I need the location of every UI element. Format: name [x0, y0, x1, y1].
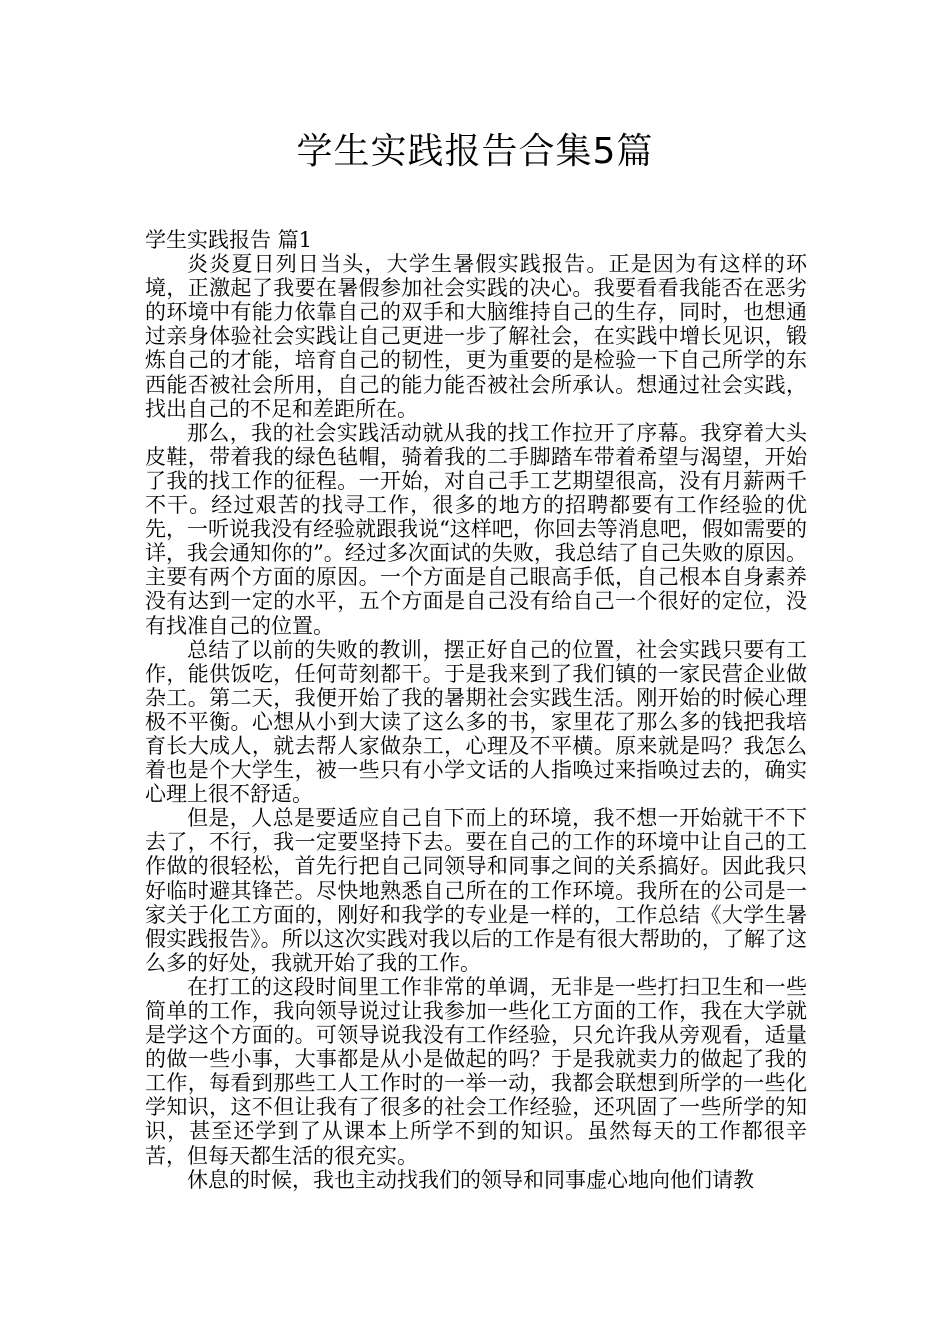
- document-title: 学生实践报告合集5篇: [296, 131, 654, 172]
- paragraph: 那么，我的社会实践活动就从我的找工作拉开了序幕。我穿着大头皮鞋，带着我的绿色毡帽，骑着我的二手脚踏车带着希望与渴望，开始了我的找工作的征程。一开始，对自己手工艺期望很高，没有月薪两千不干。经过艰苦的找寻工作，很多的地方的招聘都要有工作经验的优先，一听说我没有经验就跟我说“这样吧，你回去等消息吧，假如需要的详，我会通知你的”。经过多次面试的失败，我总结了自己失败的原因。主要有两个方面的原因。一个方面是自己眼高手低，自己根本自身素养没有达到一定的水平，五个方面是自己没有给自己一个很好的定位，没有找准自己的位置。: [145, 420, 807, 638]
- paragraph: 炎炎夏日列日当头，大学生暑假实践报告。正是因为有这样的环境，正激起了我要在暑假参加社会实践的决心。我要看看我能否在恶劣的环境中有能力依靠自己的双手和大脑维持自己的生存，同时，也想通过亲身体验社会实践让自己更进一步了解社会，在实践中增长见识，锻炼自己的才能，培育自己的韧性，更为重要的是检验一下自己所学的东西能否被社会所用，自己的能力能否被社会所承认。想通过社会实践，找出自己的不足和差距所在。: [145, 252, 807, 421]
- section-heading: 学生实践报告 篇1: [145, 228, 313, 252]
- document-body: [145, 228, 807, 1192]
- paragraph: 在打工的这段时间里工作非常的单调，无非是一些打扫卫生和一些简单的工作，我向领导说过让我参加一些化工方面的工作，我在大学就是学这个方面的。可领导说我没有工作经验，只允许我从旁观看，适量的做一些小事，大事都是从小是做起的吗？于是我就卖力的做起了我的工作，每看到那些工人工作时的一举一动，我都会联想到所学的一些化学知识，这不但让我有了很多的社会工作经验，还巩固了一些所学的知识，甚至还学到了从课本上所学不到的知识。虽然每天的工作都很辛苦，但每天都生活的很充实。: [145, 974, 807, 1168]
- paragraph: 休息的时候，我也主动找我们的领导和同事虚心地向他们请教: [187, 1167, 754, 1192]
- paragraph: 总结了以前的失败的教训，摆正好自己的位置，社会实践只要有工作，能供饭吃，任何苛刻都干。于是我来到了我们镇的一家民营企业做杂工。第二天，我便开始了我的暑期社会实践生活。刚开始的时候心理极不平衡。心想从小到大读了这么多的书，家里花了那么多的钱把我培育长大成人，就去帮人家做杂工，心理及不平横。原来就是吗？我怎么着也是个大学生，被一些只有小学文话的人指唤过来指唤过去的，确实心理上很不舒适。: [145, 637, 807, 807]
- paragraph: 但是，人总是要适应自己自下而上的环境，我不想一开始就干不下去了，不行，我一定要坚持下去。要在自己的工作的环境中让自己的工作做的很轻松，首先行把自己同领导和同事之间的关系搞好。因此我只好临时避其锋芒。尽快地熟悉自己所在的工作环境。我所在的公司是一家关于化工方面的，刚好和我学的专业是一样的，工作总结《大学生暑假实践报告》。所以这次实践对我以后的工作是有很大帮助的，了解了这么多的好处，我就开始了我的工作。: [145, 806, 807, 975]
